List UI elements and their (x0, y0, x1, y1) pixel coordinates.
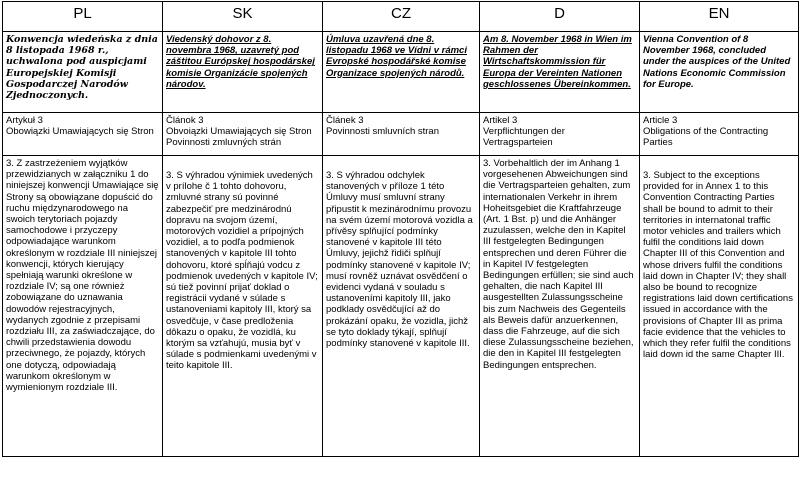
article-number-cz: Článek 3 (326, 115, 364, 126)
spacer (166, 158, 319, 170)
article-title-pl: Obowiązki Umawiających się Stron (6, 126, 154, 138)
body-en-cell (640, 156, 799, 457)
article-number-en: Article 3 (643, 115, 678, 126)
body-en: 3. Subject to the exceptions provided for in Annex 1 to this Convention Contracting Parties shall be bound to admit to their territories in internatonal traffic motor vehicles and trailers which fulfil the conditions laid down Chapter III of this Convention and whose drivers fulfil the conditions laid down in Chapter IV; they shall also be bound to recognize registrations laid down certifications issued in accordance with the provisions of Chapter III as prima facie evidence that the vehicles to which they refer fulfil the conditions laid down id the same Chapter III. (643, 170, 793, 361)
header-cz: CZ (323, 2, 480, 32)
spacer (326, 158, 476, 170)
body-cz-cell (323, 156, 480, 457)
body-cz: 3. S výhradou odchylek stanovených v příloze 1 této Úmluvy musí smluvní strany připustit k mezinárodnímu provozu na svém území motorová vozidla a přívěsy splňující podmínky stanovené v kapitole III této Úmluvy, jejichž řidiči splňují podmínky stanovené v kapitole IV; musí rovněž uznávat osvědčení o evidenci vydaná v souladu s ustanoveními kapitoly III, jako podklady osvědčující až do prokázání opaku, že vozidla, jichž se tyto doklady týkají, splňují podmínky stanovené v kapitole III. (326, 170, 473, 350)
article-row (3, 113, 799, 156)
spacer (643, 158, 795, 170)
body-sk-cell (163, 156, 323, 457)
title-cz: Úmluva uzavřená dne 8. listopadu 1968 ve Vídni v rámci Evropské hospodářské komise Organizace spojených národů. (323, 32, 480, 113)
header-d: D (480, 2, 640, 32)
body-sk: 3. S výhradou výnimiek uvedených v prílohe č 1 tohto dohovoru, zmluvné strany sú povinné zabezpečiť pre medzinárodnú dopravu na svojom území, motorových vozidiel a prípojných vozidiel, a to podľa podmienok stanovených v kapitole III tohto dohovoru, ktoré spĺňajú vodcu z podmienok uvedených v kapitole IV; sú tiež povinní prijať doklad o registrácii vydané v súlade s ustanoveniami kapitoly III, ktorý sa osvedčuje, v čase predloženia dôkazu o opaku, že vozidlá, ku ktorým sa vzťahujú, musia byť v súlade s podmienkami uvedenými v teito kapitole III. (166, 170, 318, 372)
body-pl: 3. Z zastrzeżeniem wyjątków przewidzianych w załączniku 1 do niniejszej konwencji Umawiające się Strony są obowiązane dopuścić do ruchu międzynarodowego na swoich terytoriach pojazdy samochodowe i przyczepy odpowiadające warunkom określonym w rozdziale III niniejszej konwencji, których kierujący spełniają warunki określone w rozdziale IV; są one również zobowiązane do uznawania dowodów rejestracyjnych, wydanych zgodnie z przepisami rozdziału III, za zaświadczające, do chwili przedstawienia dowodu przeciwnego, że pojazdy, których one dotyczą, odpowiadają warunkom określonym w wymienionym rozdziale III. (3, 156, 163, 457)
article-body-row (3, 156, 799, 457)
title-sk: Viedenský dohovor z 8. novembra 1968, uzavretý pod záštitou Európskej hospodárskej komisie Organizácie spojených národov. (163, 32, 323, 113)
article-number-sk: Článok 3 (166, 115, 204, 126)
language-header-row (3, 2, 799, 32)
article-sk (163, 113, 323, 156)
article-title-cz: Povinnosti smluvních stran (326, 126, 439, 138)
article-pl (3, 113, 163, 156)
article-d (480, 113, 640, 156)
header-en: EN (640, 2, 799, 32)
header-sk: SK (163, 2, 323, 32)
article-number-pl: Artykuł 3 (6, 115, 43, 126)
convention-title-row (3, 32, 799, 113)
article-title-en: Obligations of the Contracting Parties (643, 126, 769, 149)
article-en (640, 113, 799, 156)
title-en: Vienna Convention of 8 November 1968, concluded under the auspices of the United Nations Economic Commission for Europe. (640, 32, 799, 113)
body-d: 3. Vorbehaltlich der im Anhang 1 vorgesehenen Abweichungen sind die Vertragsparteien gehalten, zum internationalen Verkehr in ihrem Hoheitsgebiet die Kraftfahrzeuge (Art. 1 Bst. p) und die Anhänger zuzulassen, welche den in Kapitel III festgelegten Bedingungen entsprechen und deren Führer die in Kapitel IV festgelegten Bedingungen erfüllen; sie sind auch gehalten, die nach Kapitel III ausgestellten Zulassungsscheine bis zum Nachweis des Gegenteils als Beweis dafür anzuerkennen, dass die Fahrzeuge, auf die sich diese Zulassungsscheine beziehen, die den in Kapitel III festgelegten Bedingungen entsprechen. (480, 156, 640, 457)
article-cz (323, 113, 480, 156)
header-pl: PL (3, 2, 163, 32)
article-number-d: Artikel 3 (483, 115, 518, 126)
comparison-table (2, 1, 799, 457)
title-pl: Konwencja wiedeńska z dnia 8 listopada 1968 r., uchwalona pod auspicjami Europejskiej Komisji Gospodarczej Narodów Zjednoczonych. (3, 32, 163, 113)
article-title-d: Verpflichtungen der Vertragsparteien (483, 126, 565, 149)
article-title-sk: Obvoiązki Umawiających się Stron Povinnosti zmluvných strán (166, 126, 312, 149)
title-d: Am 8. November 1968 in Wien im Rahmen der Wirtschaftskommission für Europa der Vereinten Nationen geschlossenes Übereinkommen. (480, 32, 640, 113)
